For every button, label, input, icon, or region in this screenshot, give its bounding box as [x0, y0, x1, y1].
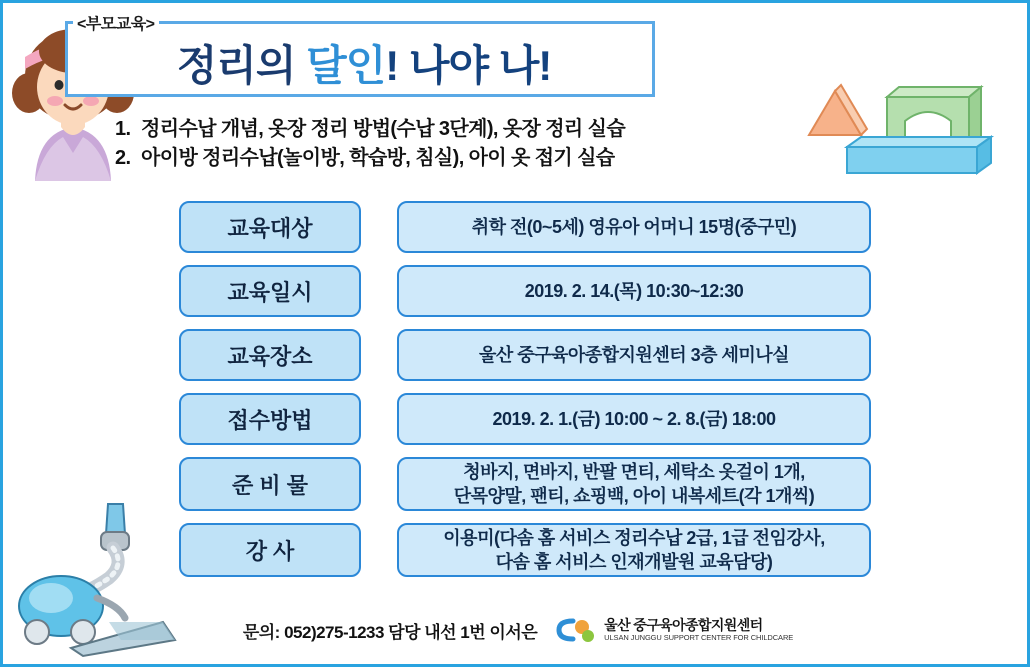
title-part-3: !: [385, 42, 409, 89]
row-value: [397, 393, 871, 445]
title-part-1: 정리의: [176, 42, 307, 89]
footer: [3, 615, 1030, 645]
row-value-line: 청바지, 면바지, 반팔 면티, 세탁소 옷걸이 1개,: [463, 461, 805, 482]
title-part-4: 나야 나: [408, 42, 539, 89]
bullet-number: 1.: [115, 118, 131, 140]
logo-name-kr: 울산 중구육아종합지원센터: [604, 617, 763, 634]
logo-name-en: ULSAN JUNGGU SUPPORT CENTER FOR CHILDCARE: [604, 632, 794, 642]
header-tag: <부모교육>: [73, 11, 159, 34]
organization-logo: [555, 615, 793, 645]
contact-info: [243, 618, 537, 643]
info-table: [179, 201, 871, 589]
bullet-text: 아이방 정리수납(놀이방, 학습방, 침실), 아이 옷 접기 실습: [141, 147, 615, 169]
table-row: [179, 201, 871, 253]
row-value-line: 취학 전(0~5세) 영유아 어머니 15명(중구민): [471, 216, 797, 237]
bullet-text: 정리수납 개념, 옷장 정리 방법(수납 3단계), 옷장 정리 실습: [141, 118, 626, 140]
row-value-line: 단목양말, 팬티, 쇼핑백, 아이 내복세트(각 1개씩): [453, 486, 815, 506]
row-label: 교육장소: [179, 329, 361, 381]
row-value: [397, 201, 871, 253]
title-part-2: 달인: [306, 42, 386, 89]
program-bullet-list: [115, 115, 915, 173]
logo-text: [604, 618, 793, 642]
title-part-5: !: [538, 42, 552, 89]
list-item: [115, 144, 915, 173]
bullet-number: 2.: [115, 147, 131, 169]
table-row: [179, 523, 871, 577]
row-label: 교육일시: [179, 265, 361, 317]
row-value: [397, 457, 871, 511]
row-value-line: 2019. 2. 14.(목) 10:30~12:30: [524, 280, 744, 301]
row-value-line: 이용미(다솜 홈 서비스 정리수납 2급, 1급 전임강사,: [443, 527, 825, 548]
table-row: [179, 457, 871, 511]
row-label: 교육대상: [179, 201, 361, 253]
contact-value: 052)275-1233 담당 내선 1번 이서은: [284, 622, 538, 642]
contact-label: 문의:: [242, 622, 280, 642]
logo-mark-icon: [555, 615, 597, 645]
row-value: [397, 265, 871, 317]
row-value-line: 다솜 홈 서비스 인재개발원 교육담당): [495, 552, 773, 572]
row-label: 준 비 물: [179, 457, 361, 511]
row-label: 강 사: [179, 523, 361, 577]
table-row: [179, 329, 871, 381]
row-value: [397, 523, 871, 577]
table-row: [179, 265, 871, 317]
table-row: [179, 393, 871, 445]
row-value-line: 2019. 2. 1.(금) 10:00 ~ 2. 8.(금) 18:00: [492, 408, 776, 429]
row-value-line: 울산 중구육아종합지원센터 3층 세미나실: [478, 344, 790, 365]
row-value: [397, 329, 871, 381]
page-title: [75, 33, 653, 93]
list-item: [115, 115, 915, 144]
row-label: 접수방법: [179, 393, 361, 445]
